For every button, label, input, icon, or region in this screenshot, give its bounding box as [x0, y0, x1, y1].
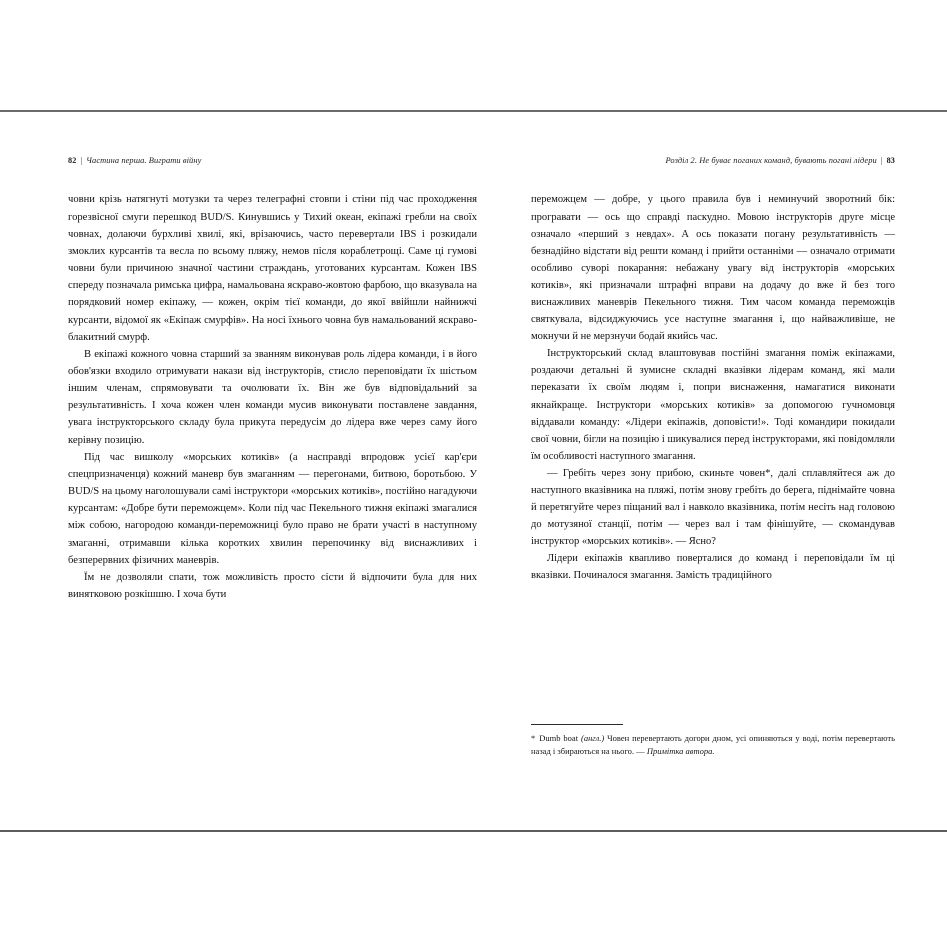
paragraph: — Гребіть через зону прибою, скиньте човен*, далі сплавляйтеся аж до наступного вказівника на пляжі, потім знову гребіть до берега, піднімайте човна й перетягуйте через піщаний вал і навколо вказівника, потім несіть над головою до мотузяної станції, потім — через вал і там фінішуйте, — скомандував інструктор «морських котиків». — Ясно?: [531, 467, 895, 548]
paragraph: Їм не дозволяли спати, тож можливість просто сісти й відпочити була для них винятковою розкішшю. І хоча бути: [68, 571, 477, 600]
paragraph: Під час вишколу «морських котиків» (а насправді впродовж усієї кар'єри спецпризначенця) кожний маневр був змаганням — перегонами, битвою, боротьбою. У BUD/S на цьому наголошували самі інструктори «морських котиків», постійно нагадуючи курсантам: «Добре бути переможцем». Коли під час Пекельного тижня екіпажі змагалися між собою, нагородою команди-переможниці було право не брати участі в наступному змаганні, отримавши кілька коротких хвилин перепочинку від виснажливих і безперервних фізичних маневрів.: [68, 451, 477, 566]
paragraph: В екіпажі кожного човна старший за званням виконував роль лідера команди, і в його обов'язки входило отримувати накази від інструкторів, стисло переповідати їх шістьом іншим членам, спрямовувати та очолювати їх. Він же був відповідальний за результативність. І хоча кожен член команди мусив виконувати поставлене завдання, увага інструкторського складу була прикута передусім до лідера вже через саму його керівну позицію.: [68, 348, 477, 446]
footnote-text: [531, 732, 895, 758]
left-page-text-column: [68, 191, 477, 603]
right-page-folio: 83: [886, 156, 895, 165]
left-page-folio: 82: [68, 156, 77, 165]
footnote-term: Dumb boat: [539, 732, 579, 743]
footnote-divider: [531, 724, 623, 725]
left-running-head-title: Частина перша. Виграти війну: [86, 156, 202, 165]
left-page-running-head: [68, 157, 477, 165]
right-running-head-title: Розділ 2. Не буває поганих команд, бувають погані лідери: [665, 156, 877, 165]
footnote-body: Човен перевертають догори дном, усі опиняються у воді, потім перевертають назад і збираються на нього. —: [531, 732, 896, 756]
footnote-source-language: (англ.): [581, 732, 605, 743]
right-running-head-separator: |: [880, 156, 883, 165]
left-running-head-separator: |: [80, 156, 83, 165]
paragraph: переможцем — добре, у цього правила був і неминучий зворотний бік: програвати — ось що справді паскудно. Мовою інструкторів друге місце означало «перший з невдах». А ось показати погану результативність — безнадійно відстати від решти команд і прийти останніми — означало отримати особливо суворі покарання: небажану увагу від інструкторів «морських котиків», які призначали штрафні вправи на додачу до вже й без того виснажливих маневрів Пекельного тижня. Тим часом команда переможців святкувала, відсиджуючись усе наступне змагання і, що найважливіше, не мокнучи й не мерзнучи бодай якийсь час.: [531, 194, 895, 343]
book-spread: [0, 110, 947, 832]
footnote-marker: *: [531, 732, 536, 743]
footnote-block: [531, 724, 895, 758]
left-page: [0, 112, 505, 830]
paragraph: Лідери екіпажів квапливо поверталися до команд і переповідали їм ці вказівки. Починалося змагання. Замість традиційного: [531, 553, 895, 582]
paragraph: Інструкторський склад влаштовував постійні змагання поміж екіпажами, роздаючи детальні й зумисне складні вказівки лідерам команд, які мали переказати їх своїм людям і, попри виснаження, намагатися виконати якнайкраще. Інструктори «морських котиків» за допомогою гучномовця віддавали команду: «Лідери екіпажів, доповісти!». Тоді командири покидали свої човни, бігли на позицію і шикувалися перед інструкторами, які повідомляли їм особливості наступного змагання.: [531, 348, 895, 462]
right-page-text-column: [531, 191, 895, 584]
paragraph: човни крізь натягнуті мотузки та через телеграфні стовпи і стіни під час проходження горезвісної смуги перешкод BUD/S. Кинувшись у Тихий океан, екіпажі гребли на своїх човнах, долаючи бурхливі хвилі, які, врізаючись, часто перевертали IBS і розкидали змоклих курсантів та весла по всьому пляжу, немов після кораблетрощі. Саме ці гумові човни були причиною значної частини страждань, уготованих курсантам. Кожен IBS спереду позначала римська цифра, намальована яскраво-жовтою фарбою, що вказувала на порядковий номер екіпажу, — кожен, окрім тієї команди, до якої ввійшли найнижчі курсанти, відомої як «Екіпаж смурфів». На носі їхнього човна був намальований яскраво-блакитний смурф.: [68, 194, 477, 343]
footnote-attribution: Примітка автора.: [646, 745, 715, 756]
right-page-running-head: [531, 157, 895, 165]
right-page: [505, 112, 947, 830]
